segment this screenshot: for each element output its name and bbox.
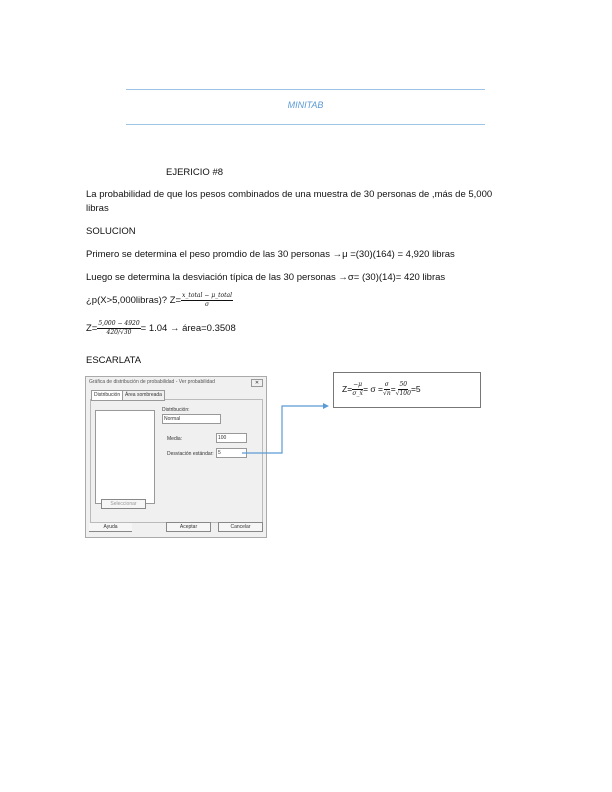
- zbox-frac-2: [383, 381, 391, 398]
- zbox-result: =5: [410, 383, 421, 394]
- mean-label: Media:: [167, 436, 183, 442]
- z-result: = 1.04 → área=0.3508: [140, 323, 236, 335]
- close-icon[interactable]: ✕: [251, 379, 263, 387]
- z-denominator: 420/√30: [106, 329, 132, 336]
- z-formula-box: [333, 372, 481, 408]
- zbox-num-1: −μ: [353, 381, 363, 388]
- select-button[interactable]: Seleccionar: [101, 499, 146, 509]
- dialog-title: Gráfica de distribución de probabilidad - Ver probabilidad: [89, 379, 215, 385]
- zbox-eq-1: = σ =: [363, 383, 383, 394]
- zbox-den-1: σ_x̄: [352, 390, 363, 397]
- zbox-den-3: √100: [395, 390, 411, 397]
- zbox-num-2: σ: [384, 381, 389, 388]
- zbox-prefix: Z=: [342, 383, 353, 394]
- zbox-den-2: √n: [383, 390, 391, 397]
- formula-denominator: σ: [204, 301, 210, 308]
- ok-button[interactable]: Aceptar: [166, 522, 211, 532]
- tab-area-sombreada[interactable]: Área sombreada: [122, 390, 165, 401]
- z-numerator: 5,000 − 4920: [98, 320, 140, 327]
- header-title: MINITAB: [287, 100, 324, 110]
- mean-input[interactable]: 100: [216, 433, 247, 443]
- distribution-select[interactable]: Normal: [162, 414, 221, 424]
- sd-input[interactable]: 5: [216, 448, 247, 458]
- cancel-button[interactable]: Cancelar: [218, 522, 263, 532]
- solution-label: SOLUCION: [86, 226, 136, 237]
- step-2: Luego se determina la desviación típica de las 30 personas →σ= (30)(14)= 420 libras: [86, 272, 446, 283]
- escarlata-label: ESCARLATA: [86, 355, 142, 366]
- zbox-num-3: 50: [399, 381, 408, 388]
- formula-numerator: x_total − μ_total: [182, 292, 233, 299]
- sd-label: Desviación estándar:: [167, 451, 214, 457]
- question-text: ¿p(X>5,000libras)? Z=: [86, 295, 182, 307]
- exercise-title: EJERICIO #8: [166, 167, 224, 178]
- problem-line-1: La probabilidad de que los pesos combinados de una muestra de 30 personas de ,más de 5,000: [86, 189, 493, 200]
- help-button[interactable]: Ayuda: [89, 523, 132, 532]
- zbox-frac-1: [352, 381, 363, 398]
- tab-distribucion[interactable]: Distribución: [91, 390, 123, 401]
- z-prefix: Z=: [86, 323, 98, 335]
- step-1: Primero se determina el peso promdio de las 30 personas →μ =(30)(164) = 4,920 libras: [86, 249, 455, 260]
- distribution-label: Distribución:: [162, 407, 190, 413]
- problem-line-2: libras: [86, 203, 109, 214]
- zbox-eq-2: =: [390, 383, 396, 394]
- zbox-frac-3: [396, 381, 411, 398]
